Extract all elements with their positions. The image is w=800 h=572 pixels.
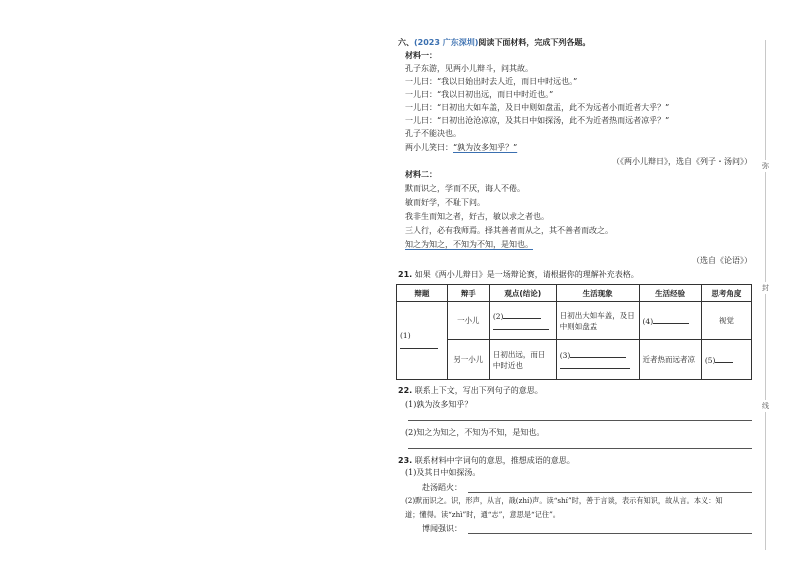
material1-label: 材料一： — [405, 51, 437, 60]
blank-number: (5) — [704, 356, 716, 365]
section-number: 六、 — [398, 38, 414, 47]
answer-line[interactable] — [468, 492, 752, 493]
material2-line: 我非生而知之者，好古，敏以求之者也。 — [405, 212, 549, 221]
angle-cell[interactable] — [701, 340, 751, 380]
section-header — [398, 38, 590, 48]
answer-blank[interactable] — [715, 354, 733, 363]
material1-last-prefix: 两小儿笑曰： — [405, 143, 453, 152]
binding-rule — [765, 40, 766, 550]
blank-number: (1) — [400, 330, 411, 340]
material1-line: 孔子东游，见两小儿辩斗，问其故。 — [405, 64, 533, 73]
material2-last-line: 知之为知之，不知为不知，是知也。 — [405, 240, 533, 249]
blank-number: (2) — [492, 311, 504, 321]
q21-text: 如果《两小儿辩日》是一场辩论赛，请根据你的理解补充表格。 — [414, 270, 639, 279]
table-header: 观点(结论) — [489, 285, 556, 302]
material1-line: 一儿曰：“日初出沧沧凉凉，及其日中如探汤，此不为近者热而远者凉乎？” — [405, 116, 670, 125]
material1-line: 孔子不能决也。 — [405, 129, 461, 138]
experience-cell[interactable] — [639, 302, 701, 340]
table-row — [397, 302, 752, 340]
answer-blank[interactable] — [493, 321, 549, 330]
view-cell[interactable] — [489, 302, 556, 340]
binding-mark: 线 — [762, 402, 769, 410]
q21-table — [396, 284, 752, 380]
table-row — [397, 340, 752, 380]
material1-last-quote: “孰为汝多知乎？” — [453, 143, 518, 152]
q22-text: 联系上下文，写出下列句子的意思。 — [414, 386, 543, 395]
q21-prompt — [398, 270, 639, 280]
material1-line: 一儿曰：“我以日初出远，而日中时近也。” — [405, 90, 554, 99]
q23-item: 道；懂得。读“zhì”时，通“志”，意思是“记住”。 — [405, 510, 560, 519]
table-header: 生活经验 — [639, 285, 701, 302]
answer-line[interactable] — [408, 448, 752, 449]
table-header: 思考角度 — [701, 285, 751, 302]
q22-item: (1)孰为汝多知乎？ — [405, 400, 473, 409]
phenomenon-cell: 日初出大如车盖，及日中则如盘盂 — [556, 302, 639, 340]
answer-blank[interactable] — [503, 310, 541, 319]
debater-cell: 另一小儿 — [447, 340, 489, 380]
q22-number: 22. — [398, 386, 413, 395]
material1-line: 一儿曰：“我以日始出时去人近，而日中时远也。” — [405, 77, 578, 86]
answer-blank[interactable] — [653, 315, 689, 324]
blank-number: (3) — [559, 350, 571, 360]
q22-prompt — [398, 386, 543, 396]
section-source: (2023 广东深圳) — [414, 38, 479, 47]
binding-mark: 封 — [762, 284, 769, 292]
q21-number: 21. — [398, 270, 413, 279]
q23-number: 23. — [398, 456, 413, 465]
material2-line: 敏而好学，不耻下问。 — [405, 198, 485, 207]
blank-number: (4) — [642, 317, 654, 326]
material2-source: （选自《论语》） — [692, 256, 752, 265]
table-header: 辩手 — [447, 285, 489, 302]
material1-source: （《两小儿辩日》，选自《列子・汤问》） — [612, 157, 752, 166]
answer-blank[interactable] — [560, 360, 630, 369]
angle-cell: 视觉 — [701, 302, 751, 340]
table-header: 辩题 — [397, 285, 448, 302]
material1-last-line — [405, 143, 517, 153]
q23-idiom: 博闻强识： — [422, 524, 462, 533]
q22-item: (2)知之为知之，不知为不知，是知也。 — [405, 428, 545, 437]
q23-idiom: 赴汤蹈火： — [422, 483, 462, 492]
answer-line[interactable] — [408, 420, 752, 421]
material2-line: 三人行，必有我师焉。择其善者而从之，其不善者而改之。 — [405, 226, 613, 235]
debater-cell: 一小儿 — [447, 302, 489, 340]
q23-prompt — [398, 456, 575, 466]
table-header-row — [397, 285, 752, 302]
q23-item: (1)及其日中如探汤。 — [405, 468, 481, 477]
topic-cell[interactable] — [397, 302, 448, 380]
answer-blank[interactable] — [400, 340, 438, 349]
material1-line: 一儿曰：“日初出大如车盖，及日中则如盘盂，此不为远者小而近者大乎？” — [405, 103, 670, 112]
q23-text: 联系材料中字词句的意思，推想成语的意思。 — [414, 456, 575, 465]
phenomenon-cell[interactable] — [556, 340, 639, 380]
q23-item: (2)默而识之。识，形声，从言，戠(zhí)声。读“shí”时，善于言谈，表示有知识，故从言。本义：知 — [405, 496, 723, 505]
material2-label: 材料二： — [405, 170, 437, 179]
binding-mark: 弥 — [762, 162, 769, 170]
table-header: 生活现象 — [556, 285, 639, 302]
view-cell: 日初出远，而日中时近也 — [489, 340, 556, 380]
material2-line: 默而识之，学而不厌，诲人不倦。 — [405, 184, 525, 193]
answer-line[interactable] — [468, 533, 752, 534]
experience-cell: 近者热而远者凉 — [639, 340, 701, 380]
section-instruction: 阅读下面材料，完成下列各题。 — [478, 38, 591, 47]
answer-blank[interactable] — [570, 349, 626, 358]
